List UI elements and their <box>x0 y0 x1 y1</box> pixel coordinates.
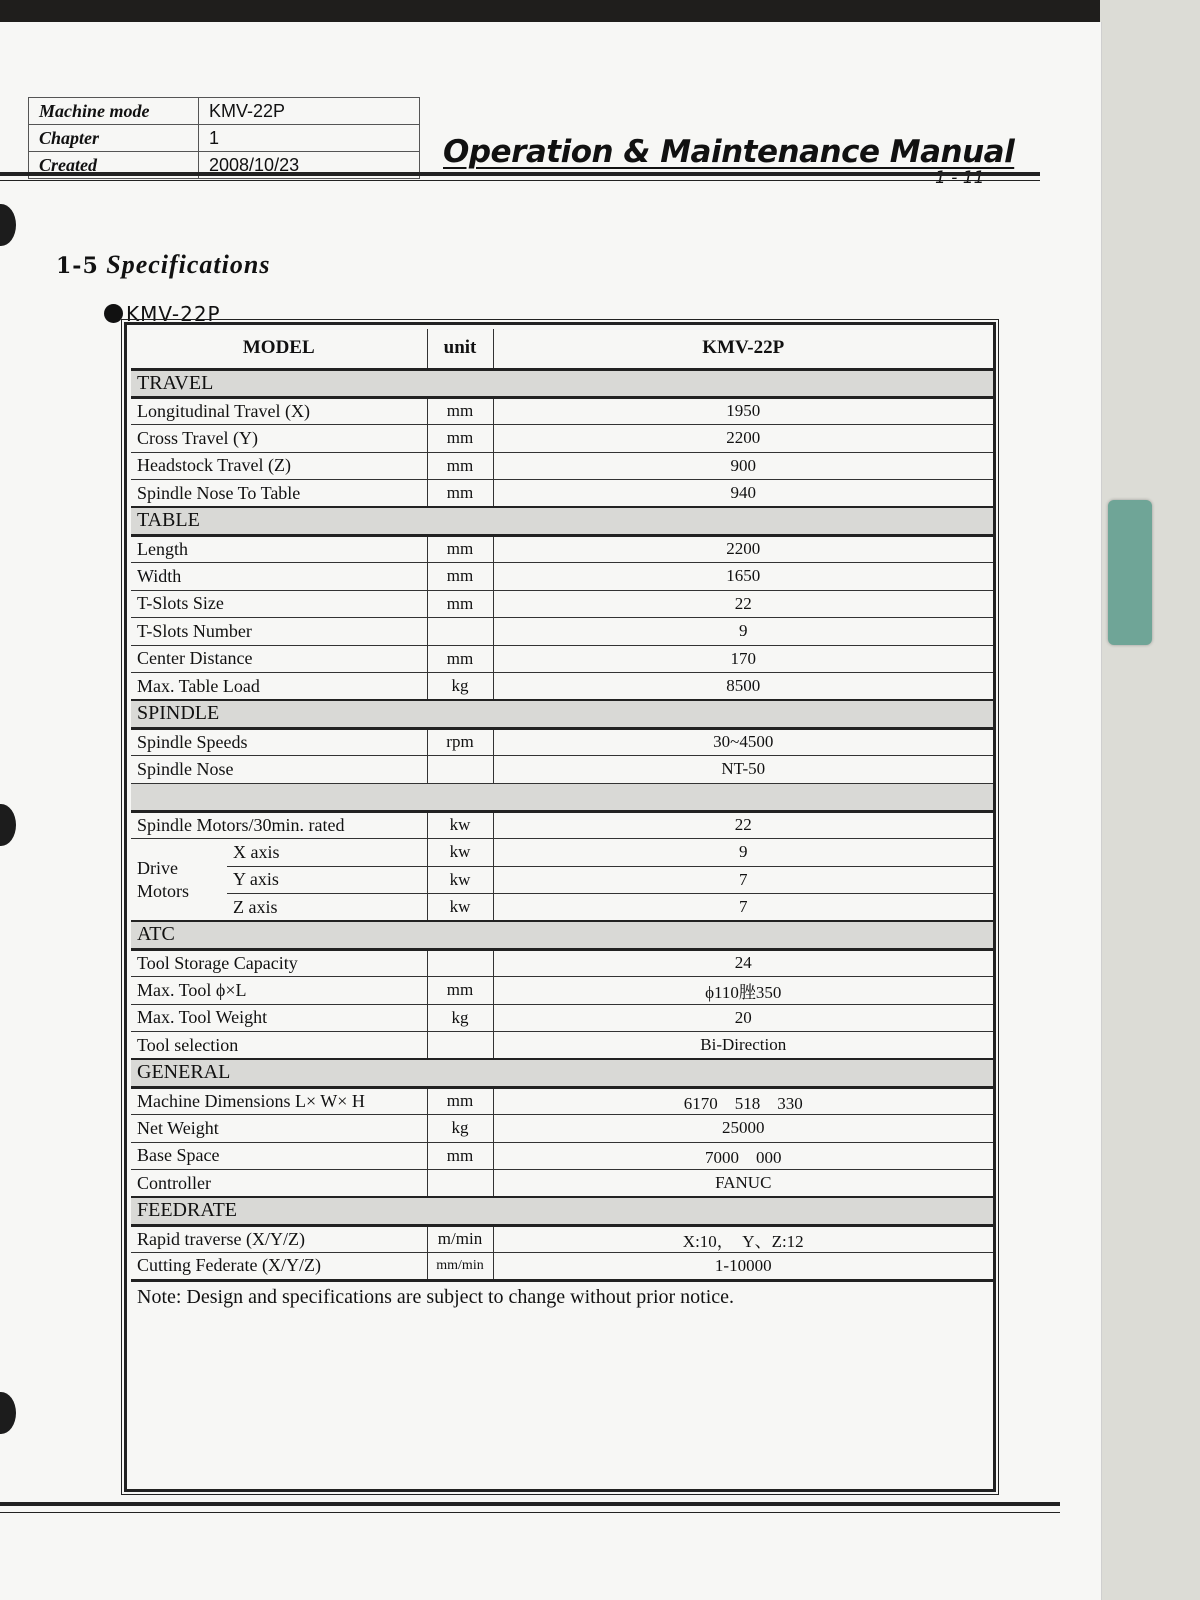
spec-value: 940 <box>493 480 993 508</box>
table-row <box>131 563 993 591</box>
spec-unit: mm <box>427 563 493 591</box>
spec-value: 170 <box>493 645 993 673</box>
spec-value: 8500 <box>493 673 993 701</box>
section-row-spindle <box>131 700 993 728</box>
spec-table <box>131 329 993 1314</box>
table-row <box>131 1004 993 1032</box>
spec-unit: kw <box>427 894 493 922</box>
spec-unit: kw <box>427 839 493 867</box>
spec-value: 1950 <box>493 397 993 425</box>
table-row <box>131 1032 993 1060</box>
spec-name: Tool selection <box>131 1032 427 1060</box>
spec-unit <box>427 756 493 784</box>
section-title: TRAVEL <box>131 369 993 397</box>
table-row <box>131 1142 993 1170</box>
meta-label: Machine mode <box>29 98 199 125</box>
spec-unit: mm <box>427 397 493 425</box>
table-row <box>131 811 993 839</box>
spec-unit: mm <box>427 645 493 673</box>
section-title: FEEDRATE <box>131 1197 993 1225</box>
spec-value: 20 <box>493 1004 993 1032</box>
table-row <box>131 535 993 563</box>
header-value: KMV-22P <box>493 329 993 369</box>
table-row <box>131 645 993 673</box>
spec-value: 22 <box>493 811 993 839</box>
page-number: 1 - 11 <box>935 168 985 188</box>
spec-unit: mm <box>427 590 493 618</box>
header-model: MODEL <box>131 329 427 369</box>
spec-name: T-Slots Number <box>131 618 427 646</box>
spec-name: Base Space <box>131 1142 427 1170</box>
table-row <box>131 1087 993 1115</box>
spec-value: 30~4500 <box>493 728 993 756</box>
spec-name: Longitudinal Travel (X) <box>131 397 427 425</box>
meta-label: Chapter <box>29 125 199 152</box>
meta-value: 1 <box>199 125 420 152</box>
spec-unit: kg <box>427 1004 493 1032</box>
spec-value: X:10， Y、Z:12 <box>493 1225 993 1253</box>
spec-unit <box>427 618 493 646</box>
spec-value: 25000 <box>493 1115 993 1143</box>
spec-unit: m/min <box>427 1225 493 1253</box>
blank-cell <box>131 783 993 811</box>
spec-value: FANUC <box>493 1170 993 1198</box>
index-tab-marker <box>1108 500 1152 645</box>
section-title: SPINDLE <box>131 700 993 728</box>
spec-unit <box>427 949 493 977</box>
table-row <box>131 1253 993 1281</box>
spec-unit: kw <box>427 866 493 894</box>
spec-unit: kg <box>427 673 493 701</box>
table-row <box>131 1115 993 1143</box>
spec-value: 2200 <box>493 535 993 563</box>
spec-name: Z axis <box>227 894 427 922</box>
spec-name: Max. Tool Weight <box>131 1004 427 1032</box>
section-heading <box>56 250 270 280</box>
drive-label-line: Motors <box>137 880 190 901</box>
table-row <box>131 480 993 508</box>
meta-row <box>29 125 420 152</box>
section-title: ATC <box>131 921 993 949</box>
section-row-general <box>131 1059 993 1087</box>
manual-title: Operation & Maintenance Manual <box>443 134 1015 170</box>
spec-name: Tool Storage Capacity <box>131 949 427 977</box>
spec-value: NT-50 <box>493 756 993 784</box>
table-row <box>131 839 993 867</box>
spec-name: Width <box>131 563 427 591</box>
spec-value: 6170 518 330 <box>493 1087 993 1115</box>
spec-unit: mm <box>427 977 493 1005</box>
spec-name: Spindle Motors/30min. rated <box>131 811 427 839</box>
spec-name: Max. Table Load <box>131 673 427 701</box>
table-row <box>131 1170 993 1198</box>
table-header-row <box>131 329 993 369</box>
meta-value: KMV-22P <box>199 98 420 125</box>
spec-name: X axis <box>227 839 427 867</box>
spec-name: Controller <box>131 1170 427 1198</box>
section-title: Specifications <box>106 250 271 279</box>
punch-hole <box>0 804 16 846</box>
blank-shaded-row <box>131 783 993 811</box>
section-number: 1-5 <box>56 253 99 279</box>
spec-value: 7 <box>493 894 993 922</box>
spec-value: 900 <box>493 452 993 480</box>
spec-name: Rapid traverse (X/Y/Z) <box>131 1225 427 1253</box>
spec-unit: mm <box>427 535 493 563</box>
drive-motors-label <box>131 839 227 922</box>
header-unit: unit <box>427 329 493 369</box>
table-row <box>131 949 993 977</box>
spec-value: 7 <box>493 866 993 894</box>
section-row-travel <box>131 369 993 397</box>
meta-row <box>29 98 420 125</box>
punch-hole <box>0 204 16 246</box>
spec-value: 9 <box>493 618 993 646</box>
bullet-icon <box>104 304 123 323</box>
drive-label-line: Drive <box>137 857 178 878</box>
header-rule <box>0 172 1040 176</box>
spec-table-frame <box>124 322 996 1492</box>
spec-name: Headstock Travel (Z) <box>131 452 427 480</box>
table-row <box>131 618 993 646</box>
table-row <box>131 728 993 756</box>
spec-value: ϕ110脞350 <box>493 977 993 1005</box>
spec-name: Net Weight <box>131 1115 427 1143</box>
spec-name: Cross Travel (Y) <box>131 425 427 453</box>
meta-value: 2008/10/23 <box>199 152 420 179</box>
section-title: GENERAL <box>131 1059 993 1087</box>
meta-label: Created <box>29 152 199 179</box>
spec-unit: mm <box>427 1142 493 1170</box>
spec-unit: mm <box>427 425 493 453</box>
model-label: KMV-22P <box>126 302 221 326</box>
spec-name: Spindle Nose To Table <box>131 480 427 508</box>
spec-value: 24 <box>493 949 993 977</box>
spec-name: Machine Dimensions L× W× H <box>131 1087 427 1115</box>
spec-unit: mm <box>427 452 493 480</box>
table-row <box>131 397 993 425</box>
note-row <box>131 1280 993 1314</box>
table-row <box>131 756 993 784</box>
spec-unit: mm <box>427 480 493 508</box>
spec-name: Cutting Federate (X/Y/Z) <box>131 1253 427 1281</box>
spec-value: 9 <box>493 839 993 867</box>
spec-name: Center Distance <box>131 645 427 673</box>
punch-hole <box>0 1392 16 1434</box>
spec-note: Note: Design and specifications are subject to change without prior notice. <box>131 1280 993 1314</box>
spec-unit <box>427 1032 493 1060</box>
spec-unit: rpm <box>427 728 493 756</box>
table-row <box>131 977 993 1005</box>
spec-name: Spindle Speeds <box>131 728 427 756</box>
table-row <box>131 673 993 701</box>
header-rule-thin <box>0 180 1040 181</box>
spec-name: Max. Tool ϕ×L <box>131 977 427 1005</box>
section-row-table <box>131 507 993 535</box>
table-row <box>131 590 993 618</box>
spec-value: 1650 <box>493 563 993 591</box>
background-right <box>1100 0 1200 1600</box>
section-row-feedrate <box>131 1197 993 1225</box>
spec-unit: mm <box>427 1087 493 1115</box>
spec-value: 1-10000 <box>493 1253 993 1281</box>
spec-name: Length <box>131 535 427 563</box>
spec-name: T-Slots Size <box>131 590 427 618</box>
table-row <box>131 894 993 922</box>
spec-value: 22 <box>493 590 993 618</box>
spec-value: Bi-Direction <box>493 1032 993 1060</box>
spec-unit <box>427 1170 493 1198</box>
spec-unit: kg <box>427 1115 493 1143</box>
footer-rule-thin <box>0 1512 1060 1513</box>
spec-unit: mm/min <box>427 1253 493 1281</box>
section-row-atc <box>131 921 993 949</box>
table-row <box>131 452 993 480</box>
table-row <box>131 866 993 894</box>
table-row <box>131 425 993 453</box>
spec-name: Y axis <box>227 866 427 894</box>
document-meta-table <box>28 97 420 179</box>
manual-page <box>0 22 1102 1600</box>
spec-value: 2200 <box>493 425 993 453</box>
footer-rule <box>0 1502 1060 1506</box>
spec-unit: kw <box>427 811 493 839</box>
section-title: TABLE <box>131 507 993 535</box>
spec-name: Spindle Nose <box>131 756 427 784</box>
table-row <box>131 1225 993 1253</box>
spec-value: 7000 000 <box>493 1142 993 1170</box>
